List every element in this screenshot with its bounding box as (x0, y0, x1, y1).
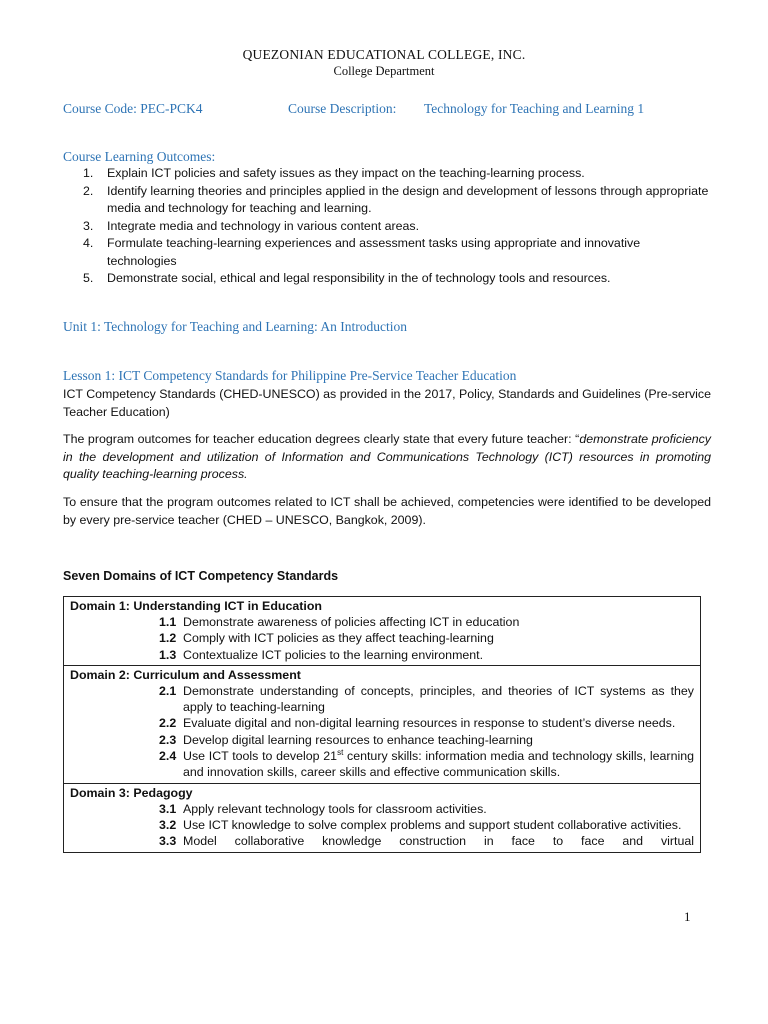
list-item (63, 218, 713, 236)
page-number: 1 (684, 909, 691, 924)
table-row (64, 597, 701, 666)
item-number: 1.3 (159, 647, 177, 662)
domain-item (70, 748, 694, 781)
domains-table (63, 596, 701, 853)
item-number: 2.4 (159, 749, 177, 764)
item-superscript: st (337, 747, 344, 757)
domain-item (70, 715, 694, 731)
list-item (63, 165, 713, 183)
course-description-label: Course Description: (288, 101, 397, 116)
list-item-number: 4. (83, 236, 94, 250)
item-text: Contextualize ICT policies to the learning environment. (183, 647, 484, 662)
domain-item (70, 801, 694, 817)
domain-item (70, 683, 694, 716)
item-text: Use ICT knowledge to solve complex problems and support student collaborative activities. (183, 817, 682, 832)
item-number: 3.1 (159, 801, 177, 816)
domains-title: Seven Domains of ICT Competency Standards (63, 569, 339, 583)
list-item (63, 183, 713, 218)
list-item-number: 3. (83, 218, 94, 233)
list-item-text: Formulate teaching-learning experiences and assessment tasks using appropriate and innovative technologies (107, 236, 641, 268)
table-cell (64, 597, 701, 666)
domain-item (70, 614, 694, 630)
item-text: Demonstrate awareness of policies affecting ICT in education (183, 615, 520, 629)
domain-item (70, 833, 694, 849)
lesson-paragraph-3: To ensure that the program outcomes related to ICT shall be achieved, competencies were identified to be developed by every pre-service teacher (CHED – UNESCO, Bangkok, 2009). (63, 495, 711, 527)
table-cell (64, 665, 701, 783)
domain-item (70, 630, 694, 646)
domain-heading: Domain 2: Curriculum and Assessment (70, 667, 301, 682)
lesson-paragraph-2 (63, 431, 711, 484)
item-text: Model collaborative knowledge construction in face to face and virtual (183, 834, 694, 849)
item-text: Evaluate digital and non-digital learning resources in response to student’s diverse needs. (183, 716, 676, 731)
course-description-value: Technology for Teaching and Learning 1 (424, 101, 645, 116)
list-item (63, 270, 713, 288)
list-item-number: 2. (83, 183, 94, 198)
domain-item (70, 647, 694, 663)
item-number: 2.1 (159, 683, 177, 698)
outcomes-list (63, 165, 713, 288)
table-row (64, 665, 701, 783)
item-text-before: Use ICT tools to develop 21 (183, 749, 338, 764)
course-code: Course Code: PEC-PCK4 (63, 101, 203, 116)
domain-item (70, 817, 694, 833)
item-number: 3.2 (159, 817, 177, 832)
list-item-text: Demonstrate social, ethical and legal responsibility in the of technology tools and resources. (107, 271, 611, 285)
item-number: 1.1 (159, 615, 177, 629)
domain-heading: Domain 1: Understanding ICT in Education (70, 599, 322, 613)
item-text: Demonstrate understanding of concepts, principles, and theories of ICT systems as they apply to teaching-learning (183, 683, 694, 715)
item-text: Comply with ICT policies as they affect teaching-learning (183, 631, 494, 646)
outcomes-title: Course Learning Outcomes: (63, 149, 216, 164)
item-number: 3.3 (159, 834, 177, 849)
paragraph-text: The program outcomes for teacher education degrees clearly state that every future teacher: “ (63, 432, 580, 446)
lesson-paragraph-1: ICT Competency Standards (CHED-UNESCO) as provided in the 2017, Policy, Standards and Guidelines (Pre-service Teacher Education) (63, 387, 711, 419)
list-item-text: Explain ICT policies and safety issues as they impact on the teaching-learning process. (107, 166, 585, 180)
list-item-number: 5. (83, 271, 94, 285)
item-number: 2.3 (159, 732, 177, 747)
domain-heading: Domain 3: Pedagogy (70, 785, 193, 800)
domain-item (70, 732, 694, 748)
lesson-title: Lesson 1: ICT Competency Standards for Philippine Pre-Service Teacher Education (63, 368, 517, 383)
list-item-text: Integrate media and technology in various content areas. (107, 218, 420, 233)
item-text: Apply relevant technology tools for classroom activities. (183, 801, 487, 816)
item-text: Develop digital learning resources to enhance teaching-learning (183, 732, 533, 747)
table-row (64, 783, 701, 852)
list-item (63, 235, 713, 270)
institution-name: QUEZONIAN EDUCATIONAL COLLEGE, INC. (242, 47, 526, 62)
paragraph-quote: demonstrate proficiency in the development and utilization of Information and Communications Technology (ICT) resources in promoting quality teaching-learning process. (63, 432, 711, 481)
table-cell (64, 783, 701, 852)
unit-title: Unit 1: Technology for Teaching and Learning: An Introduction (63, 319, 408, 334)
item-number: 2.2 (159, 716, 177, 731)
list-item-number: 1. (83, 166, 94, 180)
item-text-after: century skills: information media and technology skills, learning and innovation skills, career skills and effective communication skills. (183, 749, 694, 780)
department-name: College Department (333, 64, 435, 78)
item-number: 1.2 (159, 631, 177, 646)
list-item-text: Identify learning theories and principles applied in the design and development of lessons through appropriate media and technology for teaching and learning. (107, 183, 709, 215)
